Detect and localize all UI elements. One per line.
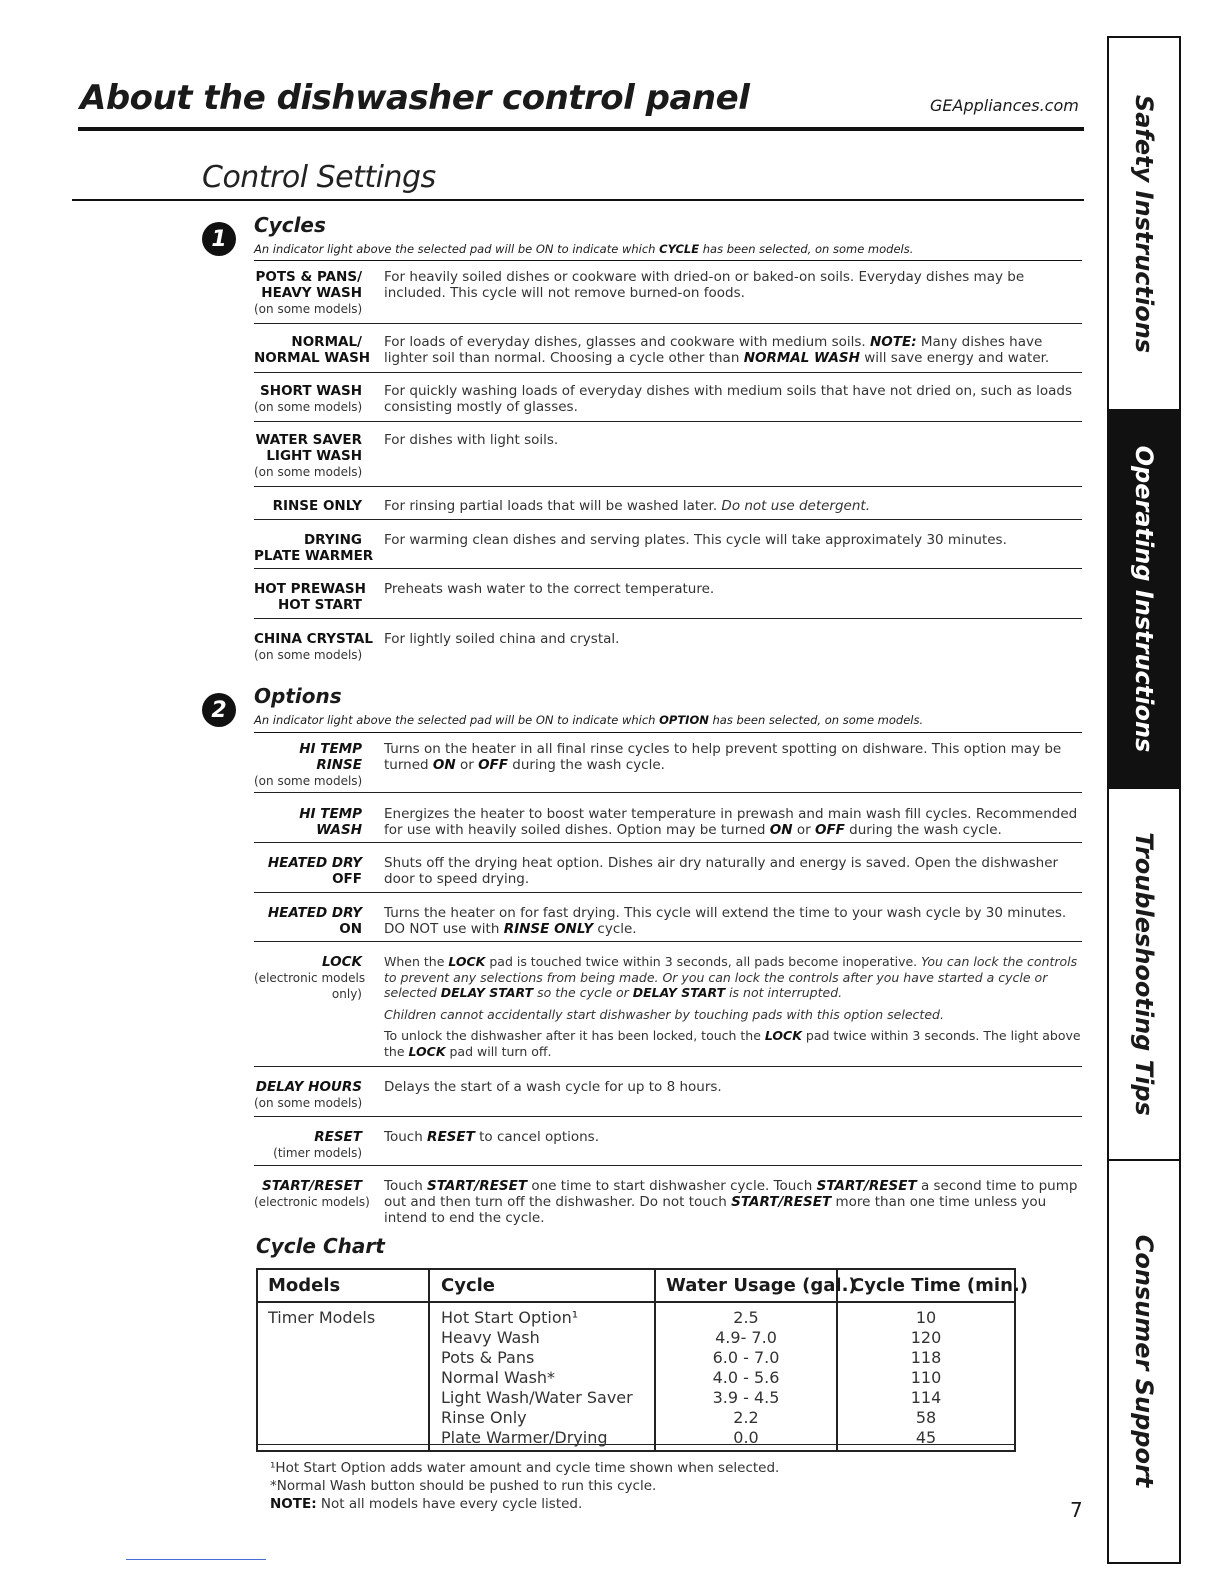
options-note: An indicator light above the selected pad will be ON to indicate which OPTION has been selected, on some models. [254, 713, 924, 727]
cycle-row-drying: DRYING PLATE WARMER For warming clean dishes and serving plates. This cycle will take approximately 30 minutes. [254, 520, 1082, 569]
cycle-row-normal: NORMAL/ NORMAL WASH For loads of everyday dishes, glasses and cookware with medium soils. NOTE: Many dishes have lighter soil than normal. Choosing a cycle other than NORMAL WASH will save energy and water. [254, 324, 1082, 373]
option-row-delay-hours: DELAY HOURS (on some models) Delays the start of a wash cycle for up to 8 hours. [254, 1067, 1082, 1117]
cycle-row-rinse-only: RINSE ONLY For rinsing partial loads that will be washed later. Do not use detergent. [254, 487, 1082, 520]
cycles-number-badge: 1 [202, 222, 236, 256]
cycle-row-short-wash: SHORT WASH (on some models) For quickly washing loads of everyday dishes with medium soils that have not dried on, such as loads consisting mostly of glasses. [254, 373, 1082, 422]
side-tab-bar [1107, 36, 1181, 1564]
footnote-note: NOTE: Not all models have every cycle listed. [270, 1496, 583, 1512]
model-cell: Timer Models [268, 1308, 376, 1327]
website-url[interactable]: GEAppliances.com [930, 96, 1079, 115]
page-title: About the dishwasher control panel [80, 78, 750, 118]
options-heading: Options [254, 684, 342, 708]
table-row: Normal Wash* [441, 1368, 556, 1387]
option-row-heated-dry-on: HEATED DRY ON Turns the heater on for fast drying. This cycle will extend the time to your wash cycle by 30 minutes. DO NOT use with RINSE ONLY cycle. [254, 893, 1082, 942]
col-header-cycle: Cycle [441, 1275, 495, 1296]
option-row-lock: LOCK (electronic models only) When the LOCK pad is touched twice within 3 seconds, all pads become inoperative. You can lock the controls to prevent any selections from being made. Or you can lock the controls after you have started a cycle or selected DELAY START so the cycle or DELAY START is not interrupted. Children cannot accidentally start dishwasher by touching pads with this option selected. To unlock the dishwasher after it has been locked, touch the LOCK pad twice within 3 seconds. The light above the LOCK pad will turn off. [254, 942, 1082, 1067]
cycles-heading: Cycles [254, 213, 326, 237]
cycle-chart-table [256, 1268, 1028, 1452]
option-row-start-reset: START/RESET (electronic models) Touch START/RESET one time to start dishwasher cycle. Touch START/RESET a second time to pump out and then turn off the dishwasher. Do not touch START/RESET more than one time unless you intend to end the cycle. [254, 1178, 1078, 1226]
cycle-row-hot-prewash: HOT PREWASH HOT START Preheats wash water to the correct temperature. [254, 569, 1082, 619]
cycle-row-pots-pans: POTS & PANS/ HEAVY WASH (on some models) For heavily soiled dishes or cookware with dried-on or baked-on soils. Everyday dishes may be included. This cycle will not remove burned-on foods. [254, 261, 1082, 324]
table-row: Hot Start Option¹ [441, 1308, 579, 1327]
table-row: Heavy Wash [441, 1328, 540, 1347]
tab-operating-instructions[interactable]: Operating Instructions [1109, 411, 1179, 789]
footnote-normal-wash: *Normal Wash button should be pushed to run this cycle. [270, 1478, 657, 1494]
tab-safety-instructions[interactable]: Safety Instructions [1109, 38, 1179, 411]
bottom-link-underline [126, 1559, 266, 1560]
option-row-hi-temp-wash: HI TEMP WASH Energizes the heater to boost water temperature in prewash and main wash fill cycles. Recommended for use with heavily soiled dishes. Option may be turned ON or OFF during the wash cycle. [254, 793, 1082, 843]
cycle-chart-heading: Cycle Chart [256, 1234, 385, 1258]
title-rule [78, 127, 1084, 131]
options-number-badge: 2 [202, 693, 236, 727]
table-row: Light Wash/Water Saver [441, 1388, 633, 1407]
cycle-column [441, 1308, 633, 1448]
option-row-reset: RESET (timer models) Touch RESET to cancel options. [254, 1117, 1082, 1166]
section-rule [72, 199, 1084, 201]
cycle-row-water-saver: WATER SAVER LIGHT WASH (on some models) For dishes with light soils. [254, 422, 1082, 487]
tab-troubleshooting-tips[interactable]: Troubleshooting Tips [1109, 789, 1179, 1161]
cycle-row-china-crystal: CHINA CRYSTAL (on some models) For lightly soiled china and crystal. [254, 631, 620, 662]
col-header-models: Models [268, 1275, 341, 1296]
water-column: 2.5 4.9- 7.0 6.0 - 7.0 4.0 - 5.6 3.9 - 4.5 2.2 0.0 [712, 1308, 780, 1447]
section-title: Control Settings [202, 160, 436, 195]
option-row-heated-dry-off: HEATED DRY OFF Shuts off the drying heat option. Dishes air dry naturally and energy is saved. Open the dishwasher door to speed drying. [254, 843, 1082, 893]
option-row-hi-temp-rinse: HI TEMP RINSE (on some models) Turns on the heater in all final rinse cycles to help prevent spotting on dishware. This option may be turned ON or OFF during the wash cycle. [254, 733, 1082, 793]
table-row: Pots & Pans [441, 1348, 535, 1367]
chart-col-divider [428, 1270, 430, 1450]
tab-consumer-support[interactable]: Consumer Support [1130, 1234, 1158, 1487]
table-row: Rinse Only [441, 1408, 527, 1427]
col-header-cycle-time: Cycle Time (min.) [851, 1275, 1028, 1296]
cycles-note: An indicator light above the selected pad will be ON to indicate which CYCLE has been selected, on some models. [254, 242, 914, 256]
footnote-hot-start: ¹Hot Start Option adds water amount and cycle time shown when selected. [270, 1460, 780, 1476]
col-header-water-usage: Water Usage (gal.) [666, 1275, 857, 1296]
chart-header-rule [258, 1301, 1014, 1303]
table-row: Plate Warmer/Drying [441, 1428, 608, 1447]
time-column: 10 120 118 110 114 58 45 [910, 1308, 942, 1447]
page-number: 7 [1070, 1498, 1083, 1522]
